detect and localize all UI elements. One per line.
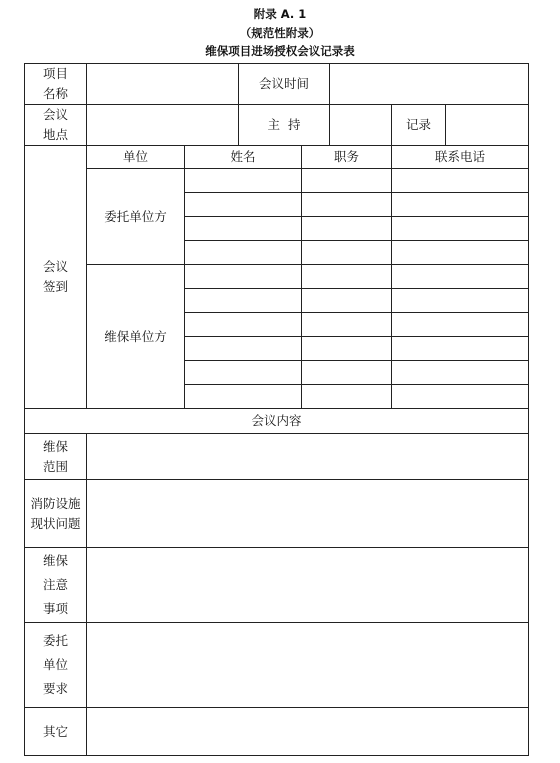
other-label: 其它 (25, 708, 87, 756)
appendix-note: （规范性附录） (239, 26, 321, 40)
signin-position-cell[interactable] (302, 265, 392, 289)
signin-name-cell[interactable] (185, 193, 302, 217)
signin-name-cell[interactable] (185, 313, 302, 337)
meeting-time-field[interactable] (330, 64, 529, 105)
col-phone: 联系电话 (392, 146, 529, 169)
signin-position-cell[interactable] (302, 313, 392, 337)
meeting-content-heading: 会议内容 (25, 409, 529, 434)
signin-position-cell[interactable] (302, 217, 392, 241)
recorder-label: 记录 (392, 105, 446, 146)
signin-name-cell[interactable] (185, 169, 302, 193)
col-unit: 单位 (87, 146, 185, 169)
signin-name-cell[interactable] (185, 361, 302, 385)
signin-name-cell[interactable] (185, 337, 302, 361)
signin-phone-cell[interactable] (392, 169, 529, 193)
meeting-record-table (24, 63, 529, 756)
signin-phone-cell[interactable] (392, 193, 529, 217)
client-requirements-field[interactable] (87, 623, 529, 708)
signin-name-cell[interactable] (185, 217, 302, 241)
scope-label: 维保 范围 (25, 434, 87, 480)
host-label: 主 持 (239, 105, 330, 146)
project-name-label: 项目 名称 (25, 64, 87, 105)
signin-position-cell[interactable] (302, 193, 392, 217)
maintenance-notes-label: 维保 注意 事项 (25, 548, 87, 623)
signin-position-cell[interactable] (302, 385, 392, 409)
signin-position-cell[interactable] (302, 241, 392, 265)
other-field[interactable] (87, 708, 529, 756)
signin-position-cell[interactable] (302, 337, 392, 361)
client-party-label: 委托单位方 (87, 169, 185, 265)
host-field[interactable] (330, 105, 392, 146)
maintainer-party-label: 维保单位方 (87, 265, 185, 409)
signin-phone-cell[interactable] (392, 313, 529, 337)
meeting-time-label: 会议时间 (239, 64, 330, 105)
signin-position-cell[interactable] (302, 289, 392, 313)
signin-name-cell[interactable] (185, 385, 302, 409)
appendix-label: 附录 A. 1 (253, 7, 307, 21)
signin-name-cell[interactable] (185, 265, 302, 289)
project-name-field[interactable] (87, 64, 239, 105)
meeting-place-field[interactable] (87, 105, 239, 146)
signin-phone-cell[interactable] (392, 337, 529, 361)
fire-facilities-label: 消防设施 现状问题 (25, 480, 87, 548)
fire-facilities-field[interactable] (87, 480, 529, 548)
form-title: 维保项目进场授权会议记录表 (205, 44, 355, 58)
signin-phone-cell[interactable] (392, 385, 529, 409)
col-name: 姓名 (185, 146, 302, 169)
maintenance-notes-field[interactable] (87, 548, 529, 623)
signin-phone-cell[interactable] (392, 241, 529, 265)
meeting-place-label: 会议 地点 (25, 105, 87, 146)
col-position: 职务 (302, 146, 392, 169)
signin-name-cell[interactable] (185, 241, 302, 265)
recorder-field[interactable] (446, 105, 529, 146)
signin-position-cell[interactable] (302, 361, 392, 385)
signin-phone-cell[interactable] (392, 289, 529, 313)
client-requirements-label: 委托 单位 要求 (25, 623, 87, 708)
signin-phone-cell[interactable] (392, 217, 529, 241)
signin-position-cell[interactable] (302, 169, 392, 193)
signin-phone-cell[interactable] (392, 265, 529, 289)
signin-label: 会议 签到 (25, 146, 87, 409)
signin-phone-cell[interactable] (392, 361, 529, 385)
signin-name-cell[interactable] (185, 289, 302, 313)
scope-field[interactable] (87, 434, 529, 480)
